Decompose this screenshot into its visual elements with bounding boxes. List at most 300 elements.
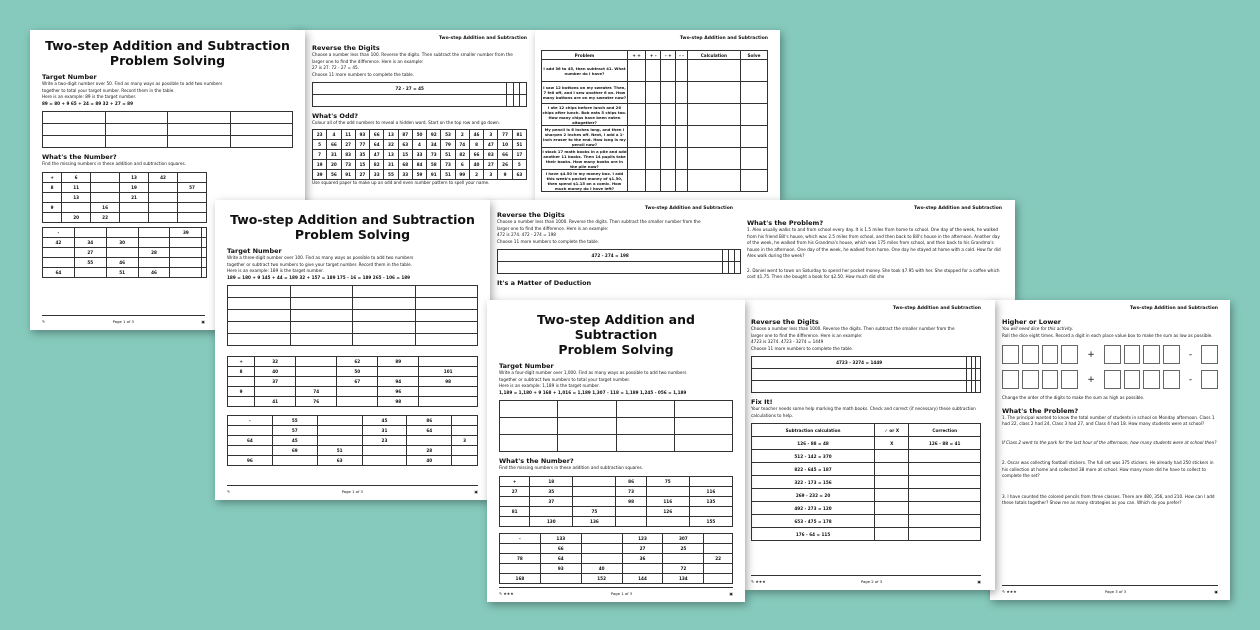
table-cell: 126 — [646, 506, 689, 516]
table-cell — [909, 450, 981, 463]
table-cell: I ate 12 chips before lunch and 26 chips after lunch. Bob eats 5 chips too. How many chips have been eaten altogether? — [542, 104, 627, 125]
table-row — [500, 563, 733, 573]
table-cell: 10 — [498, 139, 512, 149]
table-row — [228, 416, 478, 426]
table-cell — [661, 148, 676, 170]
table-cell — [177, 202, 206, 212]
table-cell — [581, 533, 622, 543]
table-row — [43, 202, 207, 212]
page-header: Two-step Addition and Subtraction — [892, 306, 981, 311]
title-line: Problem Solving — [558, 342, 674, 357]
answer-table — [42, 111, 293, 148]
table-row — [43, 237, 207, 247]
table-cell — [875, 476, 909, 489]
table-cell — [138, 257, 170, 267]
table-cell: 653 - 475 = 178 — [752, 515, 875, 528]
table-cell: 68 — [398, 159, 412, 169]
text: Choose a number less than 1000. Reverse the digits. Then subtract the smaller number from the — [751, 326, 955, 331]
table-cell: + — [43, 172, 62, 182]
table-cell — [500, 516, 530, 526]
table-cell — [62, 202, 91, 212]
table-cell — [676, 148, 688, 170]
table-row — [313, 129, 527, 139]
worksheet-page-4digit — [487, 300, 745, 602]
table-row — [500, 573, 733, 583]
example: 189 = 180 + 9 145 + 44 = 189 32 + 157 = 189 175 - 16 = 189 265 - 106 = 189 — [227, 274, 411, 280]
table-cell — [676, 104, 688, 126]
fix-it-table — [751, 423, 981, 541]
table-cell — [74, 227, 106, 237]
table-cell: Correction — [909, 424, 981, 437]
table-cell: 307 — [663, 533, 704, 543]
table-cell: 83 — [341, 149, 355, 159]
table-cell — [909, 463, 981, 476]
table-row — [43, 247, 207, 257]
table-cell: 28 — [138, 247, 170, 257]
table-cell: 91 — [427, 169, 441, 179]
table-row — [500, 506, 733, 516]
table-cell: 47 — [370, 149, 384, 159]
table-cell: 152 — [581, 573, 622, 583]
table-cell — [661, 126, 676, 148]
table-cell: X — [875, 437, 909, 450]
heading: Reverse the Digits — [497, 211, 565, 219]
table-cell: 9 — [498, 169, 512, 179]
text: Write a four-digit number over 1,000. Find as many ways as possible to add two numbers — [499, 370, 687, 375]
table-cell — [202, 237, 207, 247]
heading: Reverse the Digits — [312, 44, 380, 52]
table-cell: 5 — [313, 139, 327, 149]
problems-table — [541, 50, 768, 192]
example: 1,189 = 1,180 + 9 168 + 1,016 = 1,189 1,307 - 118 = 1,189 1,245 - 056 = 1,189 — [499, 389, 687, 395]
table-cell — [740, 170, 767, 192]
table-cell — [875, 463, 909, 476]
table-cell: 50 — [337, 367, 378, 377]
table-cell: 74 — [296, 387, 337, 397]
logo-icon: ✎ — [227, 489, 231, 494]
table-cell: 66 — [370, 129, 384, 139]
table-cell: 18 — [530, 476, 573, 486]
table-cell — [676, 126, 688, 148]
table-cell: 46 — [106, 257, 138, 267]
title-line: Problem Solving — [109, 53, 226, 68]
text: together or subtract two numbers to give your target number. Record them in the table. — [227, 261, 413, 267]
title-line: Two-step Addition and Subtraction — [45, 38, 290, 53]
table-row — [542, 82, 768, 104]
table-cell: 93 — [540, 563, 581, 573]
heading: Target Number — [227, 247, 282, 255]
table-cell: 101 — [419, 367, 478, 377]
table-cell — [875, 528, 909, 541]
table-cell: 37 — [255, 377, 296, 387]
table-cell — [661, 60, 676, 82]
table-cell: 40 — [469, 159, 483, 169]
table-cell: I stack 17 math books in a pile and add another 11 books. Then 14 pupils take their books. How many books are in the pile now? — [542, 148, 627, 169]
table-cell — [170, 257, 202, 267]
title-line: Two-step Addition and Subtraction — [230, 212, 475, 227]
table-cell: 4 — [412, 139, 426, 149]
table-cell — [138, 227, 170, 237]
answer-table — [499, 400, 733, 452]
table-cell: 126 - 88 = 48 — [752, 437, 875, 450]
text: Choose 11 more numbers to complete the table. — [312, 71, 415, 77]
table-cell: 31 — [384, 159, 398, 169]
text: Find the missing numbers in these addition and subtraction squares. — [499, 465, 643, 470]
table-row — [542, 126, 768, 148]
table-row — [43, 172, 207, 182]
text: Choose 11 more numbers to complete the table. — [497, 238, 600, 244]
cell: 4723 - 3274 = 1449 — [752, 357, 967, 369]
table-cell: 30 — [106, 237, 138, 247]
table-row — [542, 148, 768, 170]
page-number: Page 3 of 3 — [1104, 589, 1127, 594]
table-cell: 27 — [341, 139, 355, 149]
page-number: Page 1 of 3 — [341, 489, 363, 494]
table-cell: 135 — [689, 496, 732, 506]
table-row — [500, 553, 733, 563]
table-cell: 492 - 273 = 120 — [752, 502, 875, 515]
table-row — [752, 450, 981, 463]
question: 3. I have counted the colored pencils from three classes. There are 480, 356, and 210. How can I add these totals together? Show me as many strategies as you can. Which do you prefer? — [1002, 493, 1215, 505]
table-cell — [704, 543, 733, 553]
table-cell — [452, 446, 478, 456]
place-value-boxes — [1002, 370, 1218, 389]
table-cell: My pencil is 6 inches long, and then I sharpen 2 inches off. Next, I add a 1-inch eraser to the end. How long is my pencil now? — [543, 126, 626, 147]
table-cell — [317, 436, 362, 446]
table-cell: + — [228, 357, 255, 367]
table-row — [43, 227, 207, 237]
heading: Higher or Lower — [1002, 318, 1061, 326]
table-cell: + - — [646, 51, 661, 60]
table-cell: 86 — [407, 416, 452, 426]
text: Write a three-digit number over 100. Find as many ways as possible to add two numbers — [227, 255, 414, 260]
table-cell — [362, 446, 407, 456]
table-cell — [740, 104, 767, 126]
table-cell: 55 — [74, 257, 106, 267]
table-cell — [689, 476, 732, 486]
table-cell — [687, 170, 740, 192]
table-cell — [646, 60, 661, 82]
minus-sign: - — [1188, 374, 1193, 385]
table-cell: 31 — [362, 426, 407, 436]
table-row — [313, 139, 527, 149]
table-cell: 168 — [500, 573, 541, 583]
table-row — [228, 367, 478, 377]
heading: Target Number — [42, 73, 97, 81]
table-cell: 8 — [43, 182, 62, 192]
table-cell — [687, 148, 740, 170]
table-cell — [581, 553, 622, 563]
table-cell: 5 — [512, 159, 526, 169]
text: together or subtract two numbers to total your target number. — [499, 376, 631, 382]
logo-icon: ▣ — [977, 579, 981, 584]
table-cell: Subtraction calculation — [752, 424, 875, 437]
table-cell — [177, 212, 206, 222]
logo-icon: ▣ — [201, 319, 205, 324]
table-cell — [202, 257, 207, 267]
answer-table — [227, 285, 478, 346]
addition-square — [42, 172, 207, 223]
table-cell — [228, 377, 255, 387]
table-cell: 3 — [484, 129, 498, 139]
table-cell: 3 — [452, 436, 478, 446]
table-cell — [687, 82, 740, 104]
table-cell: 2 — [469, 169, 483, 179]
subtraction-square — [499, 533, 733, 584]
table-cell — [909, 489, 981, 502]
cell: 72 - 27 = 45 — [313, 83, 507, 95]
table-cell: 19 — [313, 159, 327, 169]
table-cell — [622, 563, 663, 573]
table-cell: 96 — [228, 456, 273, 466]
table-cell: 34 — [427, 139, 441, 149]
table-cell: 66 — [469, 149, 483, 159]
table-cell: 98 — [419, 377, 478, 387]
table-cell — [149, 192, 178, 202]
table-cell: 73 — [427, 149, 441, 159]
table-cell — [106, 227, 138, 237]
table-cell: 64 — [228, 436, 273, 446]
table-cell — [91, 192, 120, 202]
table-cell — [704, 533, 733, 543]
table-cell: 26 — [498, 159, 512, 169]
table-cell: 32 — [255, 357, 296, 367]
table-cell — [646, 486, 689, 496]
table-cell: 81 — [500, 506, 530, 516]
table-cell — [106, 247, 138, 257]
question: 2. Daniel went to town on Saturday to spend her pocket money. She took $7.95 with her. She stopped for a coffee which cost $1.75. Then she bought a book for $2.50. How much did she — [747, 267, 1000, 279]
table-cell: 33 — [398, 169, 412, 179]
table-cell: 42 — [149, 172, 178, 182]
subtraction-square — [227, 415, 478, 466]
table-cell: 86 — [616, 476, 646, 486]
cell: 472 - 274 = 198 — [498, 250, 723, 262]
table-cell: 133 — [540, 533, 581, 543]
table-cell — [704, 563, 733, 573]
table-cell — [452, 416, 478, 426]
table-cell — [120, 202, 149, 212]
heading: What's the Problem? — [747, 219, 824, 227]
table-row — [228, 456, 478, 466]
table-cell: 27 — [74, 247, 106, 257]
worksheet-page-reverse-digits-2digit — [290, 30, 535, 200]
table-cell: 99 — [455, 169, 469, 179]
table-cell: 27 — [484, 159, 498, 169]
text: Choose a number less than 1000. Reverse the digits. Then subtract the smaller number from the — [497, 219, 701, 224]
table-cell: 67 — [337, 377, 378, 387]
table-cell — [419, 357, 478, 367]
plus-sign: + — [1087, 349, 1095, 360]
table-cell — [296, 377, 337, 387]
table-cell — [909, 528, 981, 541]
table-cell: 55 — [272, 416, 317, 426]
table-cell: 32 — [384, 139, 398, 149]
logo-icon: ▣ — [1214, 589, 1218, 594]
place-value-boxes — [1002, 345, 1218, 364]
table-cell: 73 — [441, 159, 455, 169]
addition-square — [499, 476, 733, 527]
table-cell: 35 — [355, 149, 369, 159]
table-cell: 8 — [469, 139, 483, 149]
table-row — [228, 357, 478, 367]
table-cell — [202, 247, 207, 257]
text: You will need dice for this activity. — [1002, 326, 1074, 331]
page-header: Two-step Addition and Subtraction — [913, 206, 1002, 211]
table-cell: 64 — [370, 139, 384, 149]
question: If Class 2 went to the park for the last hour of the afternoon, how many students were at school then? — [1002, 439, 1217, 445]
table-cell — [91, 182, 120, 192]
table-cell — [202, 227, 207, 237]
table-cell: 40 — [407, 456, 452, 466]
table-row — [228, 397, 478, 407]
table-cell: I saw 12 buttons on my sweater. Then, 7 fell off, and I sew another 6 on. How many buttons are on my sweater now? — [542, 82, 628, 104]
table-row — [313, 169, 527, 179]
page-header: Two-step Addition and Subtraction — [644, 206, 733, 211]
table-cell: 92 — [427, 129, 441, 139]
worksheet-page-higher-lower — [990, 300, 1230, 600]
table-cell: 40 — [581, 563, 622, 573]
table-cell: 136 — [573, 516, 616, 526]
table-cell: 116 — [689, 486, 732, 496]
table-cell: 15 — [398, 149, 412, 159]
odd-numbers-grid — [312, 129, 527, 180]
table-cell: 11 — [62, 182, 91, 192]
table-row — [228, 446, 478, 456]
table-row — [752, 424, 981, 437]
table-cell: 40 — [255, 367, 296, 377]
table-cell — [317, 426, 362, 436]
table-cell: 23 — [362, 436, 407, 446]
text: Choose 11 more numbers to complete the table. — [751, 345, 854, 351]
table-cell — [627, 148, 645, 170]
text: together to total your target number. Record them in the table. — [42, 87, 175, 93]
table-cell: - — [228, 416, 273, 426]
table-cell: 96 — [378, 387, 419, 397]
table-cell: 64 — [43, 267, 75, 277]
table-cell: 98 — [378, 397, 419, 407]
table-cell: I add 36 to 45, then subtract 41. What number do I have? — [542, 60, 628, 82]
heading: Target Number — [499, 362, 554, 370]
table-cell: 51 — [512, 139, 526, 149]
text: 4723 is 3274. 4723 - 3274 = 1449 — [751, 339, 824, 344]
table-cell — [419, 397, 478, 407]
table-row — [43, 257, 207, 267]
page-number: Page 1 of 3 — [112, 319, 134, 324]
table-row — [43, 182, 207, 192]
table-cell — [43, 247, 75, 257]
worksheet-page-fix-it — [745, 300, 995, 590]
table-cell — [530, 506, 573, 516]
table-cell — [43, 257, 75, 267]
table-cell — [255, 387, 296, 397]
table-cell — [272, 456, 317, 466]
text: Choose a number less than 100. Reverse the digits. Then subtract the smaller number from the — [312, 52, 513, 57]
text: Change the order of the digits to make the sum as high as possible. — [1002, 395, 1145, 400]
text: Write a two-digit number over 50. Find as many ways as possible to add two numbers — [42, 81, 223, 86]
table-cell — [616, 506, 646, 516]
table-cell — [170, 267, 202, 277]
table-cell — [177, 172, 206, 182]
table-cell — [661, 170, 676, 192]
table-cell: 75 — [646, 476, 689, 486]
text: Here is an example: 1,189 is the target number. — [499, 383, 600, 388]
table-cell: 25 — [663, 543, 704, 553]
table-cell — [500, 496, 530, 506]
table-cell — [627, 126, 645, 148]
logo-icon: ✎ ★★★ — [751, 579, 766, 584]
table-row — [313, 159, 527, 169]
table-cell: 13 — [384, 129, 398, 139]
page-number: Page 1 of 3 — [610, 591, 633, 596]
table-cell: 134 — [663, 573, 704, 583]
table-row — [752, 515, 981, 528]
table-cell — [407, 436, 452, 446]
table-cell: 11 — [341, 129, 355, 139]
table-cell: 20 — [62, 212, 91, 222]
table-cell: 39 — [313, 169, 327, 179]
table-cell: 322 - 173 = 156 — [752, 476, 875, 489]
table-cell: 72 — [663, 563, 704, 573]
table-cell: Problem — [542, 51, 628, 60]
table-cell — [875, 515, 909, 528]
logo-icon: ▣ — [729, 591, 733, 596]
table-cell — [740, 148, 767, 170]
text: Here is an example: 89 is the target number. — [42, 94, 137, 99]
table-cell: 20 — [327, 159, 341, 169]
table-cell — [646, 82, 661, 104]
table-cell: 34 — [74, 237, 106, 247]
table-cell: 126 - 88 = 41 — [909, 437, 981, 450]
table-cell — [540, 573, 581, 583]
table-row — [752, 489, 981, 502]
table-cell — [687, 60, 740, 82]
table-row — [228, 426, 478, 436]
table-cell — [627, 82, 645, 104]
table-cell: 8 — [228, 367, 255, 377]
table-cell — [177, 192, 206, 202]
table-cell: 83 — [484, 149, 498, 159]
table-cell — [149, 182, 178, 192]
table-cell: 69 — [272, 446, 317, 456]
table-cell: 16 — [91, 202, 120, 212]
table-cell: 155 — [689, 516, 732, 526]
table-cell: 42 — [43, 237, 75, 247]
table-row — [752, 437, 981, 450]
table-cell: 58 — [427, 159, 441, 169]
table-cell — [676, 60, 688, 82]
table-cell — [337, 387, 378, 397]
heading: It's a Matter of Deduction — [497, 279, 592, 287]
table-cell: Solve — [740, 51, 767, 60]
table-cell: 63 — [512, 169, 526, 179]
worksheet-page-spread-3digit — [485, 200, 1015, 300]
table-cell — [500, 543, 541, 553]
table-cell — [646, 170, 661, 192]
heading: Reverse the Digits — [751, 318, 819, 326]
table-cell: 87 — [398, 129, 412, 139]
page-header: Two-step Addition and Subtraction — [1129, 306, 1218, 311]
text: Roll the dice eight times. Record a digit in each place value box to make the sum as low as possible. — [1002, 332, 1213, 338]
table-cell — [875, 502, 909, 515]
table-cell: 39 — [170, 227, 202, 237]
table-row — [500, 496, 733, 506]
table-cell: 46 — [138, 267, 170, 277]
heading: What's Odd? — [312, 112, 359, 120]
table-cell: 9 — [228, 387, 255, 397]
table-cell — [616, 516, 646, 526]
table-cell: 73 — [341, 159, 355, 169]
table-cell — [149, 202, 178, 212]
